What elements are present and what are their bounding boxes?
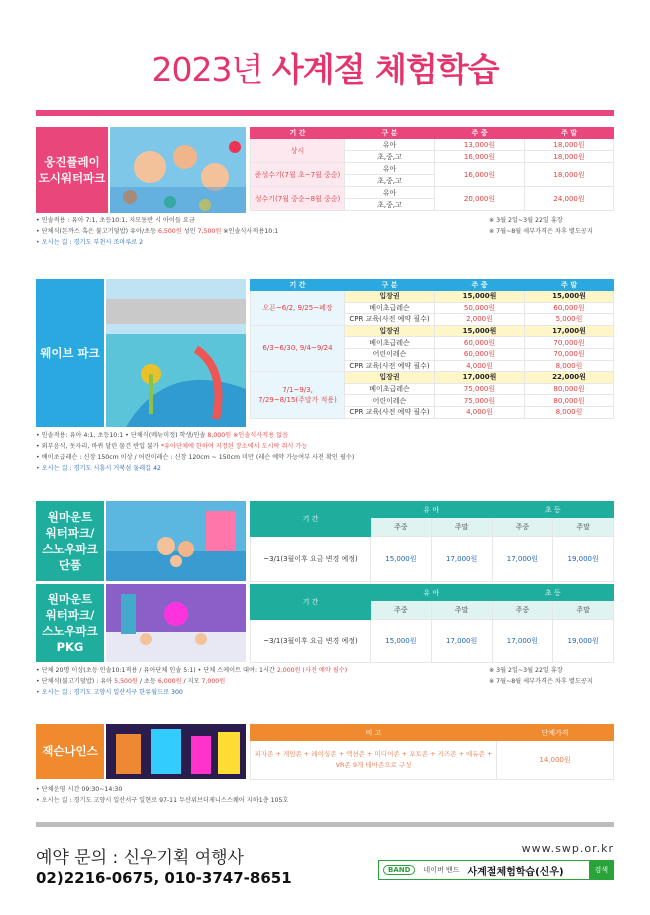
type-cell: 어린이레슨	[345, 395, 435, 407]
venue-label-jacksons: 잭슨나인스	[36, 724, 104, 779]
price-cell: 4,000원	[435, 360, 525, 372]
directions: • 오시는 길 : 경기도 시흥시 거북섬 둘레길 42	[36, 465, 161, 472]
price-cell: 17,000원	[525, 325, 614, 337]
price-cell: 16,000원	[435, 163, 525, 187]
price-cell: 18,000원	[525, 151, 614, 163]
note-right: ※ 3월 2일~3월 22일 휴장	[489, 217, 563, 224]
type-cell: 입장권	[345, 291, 435, 303]
woongjin-notes	[36, 215, 614, 248]
header-weekday: 주중	[492, 518, 553, 537]
note-line: • 인솔적용: 유아 4:1, 초등10:1 • 단체식(메뉴미정) 학생/인솔 8,000원 ※인솔식사적용 없음	[36, 432, 289, 439]
price-cell: 2,000원	[435, 314, 525, 326]
header-weekend: 주 말	[525, 128, 614, 139]
header-weekend: 주말	[553, 601, 614, 620]
header-weekday: 주 중	[435, 128, 525, 139]
divider	[36, 110, 614, 116]
price-cell: 75,000원	[435, 395, 525, 407]
header-elem: 초 등	[492, 585, 614, 601]
price-cell: 15,000원	[435, 325, 525, 337]
type-cell: 유아	[345, 139, 435, 151]
onemount-snowpark-photo	[106, 584, 246, 662]
note-line: • 오시는 길 : 경기도 고양시 일산서구 일현로 97-11 두산위브더제니스스퀘어 지하1층 105호	[36, 797, 289, 804]
jacksons-photo	[106, 724, 246, 779]
header-weekend: 주 말	[525, 280, 614, 291]
price-cell: 17,000원	[492, 620, 553, 663]
type-cell: 베이초급레슨	[345, 337, 435, 349]
price-cell: 19,000원	[553, 620, 614, 663]
price-cell: 4,000원	[435, 406, 525, 418]
website-url[interactable]: www.swp.or.kr	[521, 842, 614, 855]
header-period: 기 간	[251, 128, 345, 139]
band-search-bar[interactable]	[378, 860, 614, 880]
header-weekday: 주중	[492, 601, 553, 620]
phone-numbers: 02)2216-0675, 010-3747-8651	[36, 869, 292, 887]
table-row	[251, 325, 614, 337]
header-elem: 초 등	[492, 502, 614, 518]
price-cell: 8,000원	[525, 360, 614, 372]
price-cell: 5,000원	[525, 314, 614, 326]
table-row	[251, 291, 614, 303]
type-cell: 초,중,고	[345, 199, 435, 211]
note-line: • 베이초급레슨 : 신장 150cm 이상 / 어린이레슨 : 신장 120cm ~ 150cm 미만 (레슨 예약 가능여부 사전 확인 필수)	[36, 454, 355, 461]
price-cell: 17,000원	[435, 372, 525, 384]
note-line: • 외부음식, 돗자리, 바퀴 달린 물건 반입 불가 *유아단체에 한하여 지정된 장소에서 도시락 취식 가능	[36, 443, 308, 450]
period-cell: 상시	[251, 139, 345, 163]
type-cell: 입장권	[345, 372, 435, 384]
venue-label-onemount-pkg: 원마운트 워터파크/ 스노우파크 PKG	[36, 584, 104, 662]
price-cell: 22,000원	[525, 372, 614, 384]
note-line: • 단체 20명 이상(초등 인솔10:1적용 / 유아단체 인솔 5:1) • 단체 스케이트 대여: 1시간 2,000원 (사전 예약 필수)	[36, 667, 348, 674]
price-cell: 15,000원	[435, 291, 525, 303]
price-cell: 80,000원	[525, 383, 614, 395]
price-cell: 16,000원	[435, 151, 525, 163]
price-cell: 15,000원	[525, 291, 614, 303]
price-cell: 70,000원	[525, 348, 614, 360]
period-cell: 7/1~9/3, 7/29~8/15(주말가 적용)	[251, 372, 345, 418]
type-cell: 베이초급레슨	[345, 383, 435, 395]
price-cell: 18,000원	[525, 163, 614, 187]
price-cell: 17,000원	[431, 537, 492, 582]
price-cell: 80,000원	[525, 395, 614, 407]
woongjin-photo	[110, 127, 246, 213]
type-cell: CPR 교육(사전 예약 필수)	[345, 406, 435, 418]
onemount-pkg-table	[250, 584, 614, 663]
header-weekend: 주말	[553, 518, 614, 537]
type-cell: CPR 교육(사전 예약 필수)	[345, 314, 435, 326]
venue-label-onemount-single: 원마운트 워터파크/ 스노우파크 단품	[36, 501, 104, 581]
onemount-waterpark-photo	[106, 501, 246, 581]
divider	[36, 822, 614, 827]
note-right: ※ 3월 2일~3월 22일 휴장	[489, 667, 563, 674]
price-cell: 18,000원	[525, 139, 614, 151]
wavepark-notes	[36, 430, 614, 474]
page-title: 2023년 사계절 체험학습	[151, 50, 499, 89]
period-cell: 성수기(7월 중순~8월 중순)	[251, 187, 345, 211]
price-cell: 60,000원	[435, 348, 525, 360]
type-cell: 베이초급레슨	[345, 302, 435, 314]
header-group-price: 단체가격	[497, 725, 614, 741]
price-cell: 15,000원	[371, 620, 432, 663]
header-period: 기 간	[251, 585, 371, 620]
note-line: • 단체식(돈까스 혹은 불고기덮밥) 유아/초등 6,500원 성인 7,500원 ※인솔식사적용10:1	[36, 228, 279, 235]
jacksons-table	[250, 724, 614, 780]
jacksons-notes	[36, 784, 614, 806]
wavepark-photo	[106, 279, 246, 427]
type-cell: 초,중,고	[345, 151, 435, 163]
price-cell: 19,000원	[553, 537, 614, 582]
note-line: • 단체식(불고기덮밥) : 유아 5,500원 / 초등 6,000원 / 지모 7,000원	[36, 678, 226, 685]
onemount-notes	[36, 665, 614, 698]
period-cell: ~3/1(3월이후 요금 변경 예정)	[251, 537, 371, 582]
price-cell: 20,000원	[435, 187, 525, 211]
price-cell: 13,000원	[435, 139, 525, 151]
price-cell: 15,000원	[371, 537, 432, 582]
note-cell: 피자존 + 게임존 + 레이싱존 + 액션존 + 미디어존 + 포토존 + 키즈존 + 에듀존 + VR존 9개 테마존으로 구성	[251, 741, 497, 780]
period-cell: 오픈~6/2, 9/25~폐장	[251, 291, 345, 326]
type-cell: 입장권	[345, 325, 435, 337]
header-note: 비 고	[251, 725, 497, 741]
type-cell: 유아	[345, 163, 435, 175]
price-cell: 60,000원	[525, 302, 614, 314]
inquiry-label: 예약 문의 : 신우기획 여행사	[36, 848, 244, 868]
period-cell: 6/3~6/30, 9/4~9/24	[251, 325, 345, 371]
price-cell: 14,000원	[497, 741, 614, 780]
header-type: 구 분	[345, 280, 435, 291]
cafe-name: 사계절체험학습(신우)	[467, 866, 564, 878]
period-cell: 준성수기(7월 초~7월 중순)	[251, 163, 345, 187]
type-cell: 유아	[345, 187, 435, 199]
onemount-single-table	[250, 501, 614, 582]
header-weekday: 주 중	[435, 280, 525, 291]
price-cell: 17,000원	[492, 537, 553, 582]
price-cell: 24,000원	[525, 187, 614, 211]
header-weekday: 주중	[371, 601, 432, 620]
directions: • 오시는 길 : 경기도 고양시 일산서구 한류월드로 300	[36, 689, 183, 696]
woongjin-price-table	[250, 127, 614, 211]
note-right: ※ 7월~8월 세부가격은 차후 별도공지	[489, 678, 593, 685]
header-weekend: 주말	[431, 601, 492, 620]
venue-label-woongjin: 웅진플레이 도시워터파크	[36, 127, 108, 213]
venue-label-wavepark: 웨이브 파크	[36, 279, 104, 427]
price-cell: 70,000원	[525, 337, 614, 349]
header-kids: 유 아	[371, 502, 493, 518]
header-kids: 유 아	[371, 585, 493, 601]
note-line: • 단체운영 시간 09:30~14:30	[36, 786, 123, 793]
price-cell: 75,000원	[435, 383, 525, 395]
naver-band-label: 네이버 밴드	[423, 866, 460, 874]
header-period: 기 간	[251, 280, 345, 291]
band-logo: BAND	[383, 865, 415, 875]
header-period: 기 간	[251, 502, 371, 537]
directions: • 오시는 길 : 경기도 부천시 조마루로 2	[36, 239, 144, 246]
header-weekend: 주말	[431, 518, 492, 537]
price-cell: 17,000원	[431, 620, 492, 663]
header-weekday: 주중	[371, 518, 432, 537]
note-right: ※ 7월~8월 세부가격은 차후 별도공지	[489, 228, 593, 235]
type-cell: CPR 교육(사전 예약 필수)	[345, 360, 435, 372]
price-cell: 60,000원	[435, 337, 525, 349]
type-cell: 초,중,고	[345, 175, 435, 187]
price-cell: 8,000원	[525, 406, 614, 418]
note-line: • 인솔적용 : 유아 7:1, 초등10:1, 지모동반 시 아이들 요금	[36, 217, 195, 224]
type-cell: 어린이레슨	[345, 348, 435, 360]
period-cell: ~3/1(3월이후 요금 변경 예정)	[251, 620, 371, 663]
search-button[interactable]: 검색	[589, 861, 613, 879]
wavepark-price-table	[250, 279, 614, 419]
header-type: 구 분	[345, 128, 435, 139]
table-row	[251, 372, 614, 384]
price-cell: 50,000원	[435, 302, 525, 314]
